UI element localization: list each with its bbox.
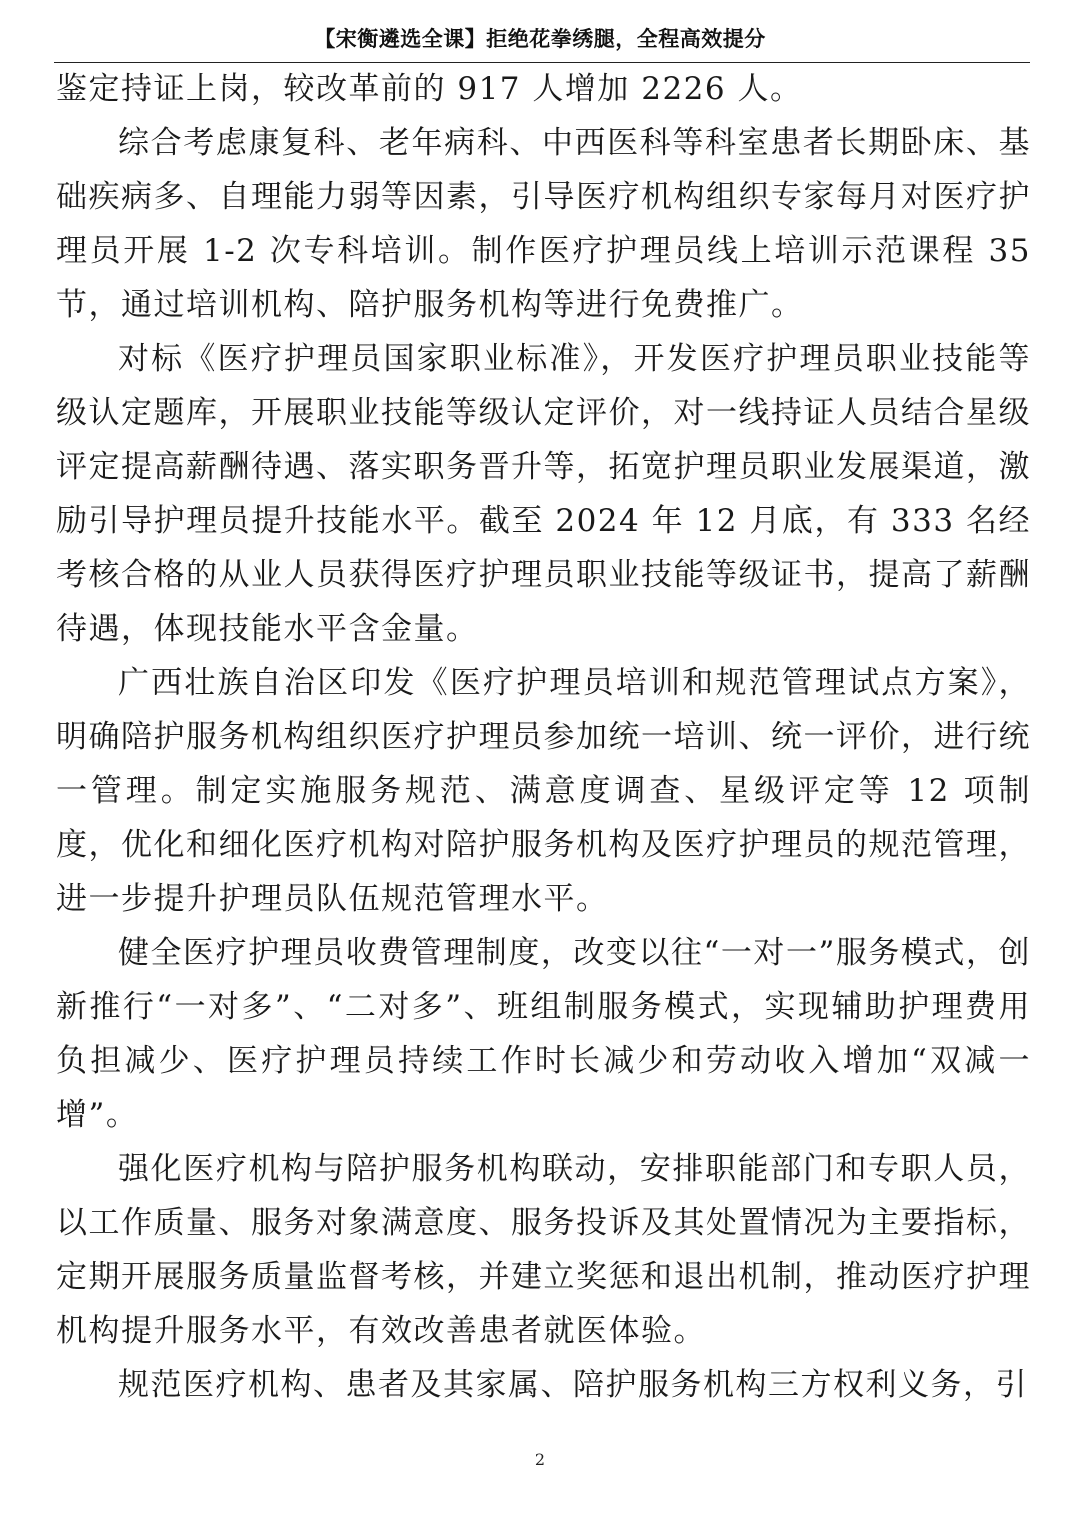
paragraph-training: 综合考虑康复科、老年病科、中西医科等科室患者长期卧床、基础疾病多、自理能力弱等因素，引导医疗机构组织专家每月对医疗护理员开展 1-2 次专科培训。制作医疗护理员线上培训示范课程 35 节，通过培训机构、陪护服务机构等进行免费推广。: [56, 125, 1031, 323]
paragraph-rights-obligations: 规范医疗机构、患者及其家属、陪护服务机构三方权利义务，引: [118, 1367, 1028, 1403]
paragraph-guangxi-pilot: 广西壮族自治区印发《医疗护理员培训和规范管理试点方案》，明确陪护服务机构组织医疗护理员参加统一培训、统一评价，进行统一管理。制定实施服务规范、满意度调查、星级评定等 12 项制度，优化和细化医疗机构对陪护服务机构及医疗护理员的规范管理，进一步提升护理员队伍规范管理水平。: [56, 665, 1031, 917]
paragraph-skill-certification: 对标《医疗护理员国家职业标准》，开发医疗护理员职业技能等级认定题库，开展职业技能等级认定评价，对一线持证人员结合星级评定提高薪酬待遇、落实职务晋升等，拓宽护理员职业发展渠道，激励引导护理员提升技能水平。截至 2024 年 12 月底，有 333 名经考核合格的从业人员获得医疗护理员职业技能等级证书，提高了薪酬待遇，体现技能水平含金量。: [56, 341, 1031, 647]
document-body: [56, 62, 1031, 1412]
paragraph-continuation: 鉴定持证上岗，较改革前的 917 人增加 2226 人。: [56, 71, 803, 107]
page-header-title: 【宋衡遴选全课】拒绝花拳绣腿，全程高效提分: [314, 27, 766, 51]
page-number: 2: [534, 1450, 546, 1469]
paragraph-fee-management: 健全医疗护理员收费管理制度，改变以往“一对一”服务模式，创新推行“一对多”、“二对多”、班组制服务模式，实现辅助护理费用负担减少、医疗护理员持续工作时长减少和劳动收入增加“双减一增”。: [56, 935, 1031, 1133]
paragraph-supervision: 强化医疗机构与陪护服务机构联动，安排职能部门和专职人员，以工作质量、服务对象满意度、服务投诉及其处置情况为主要指标，定期开展服务质量监督考核，并建立奖惩和退出机制，推动医疗护理机构提升服务水平，有效改善患者就医体验。: [56, 1151, 1031, 1349]
